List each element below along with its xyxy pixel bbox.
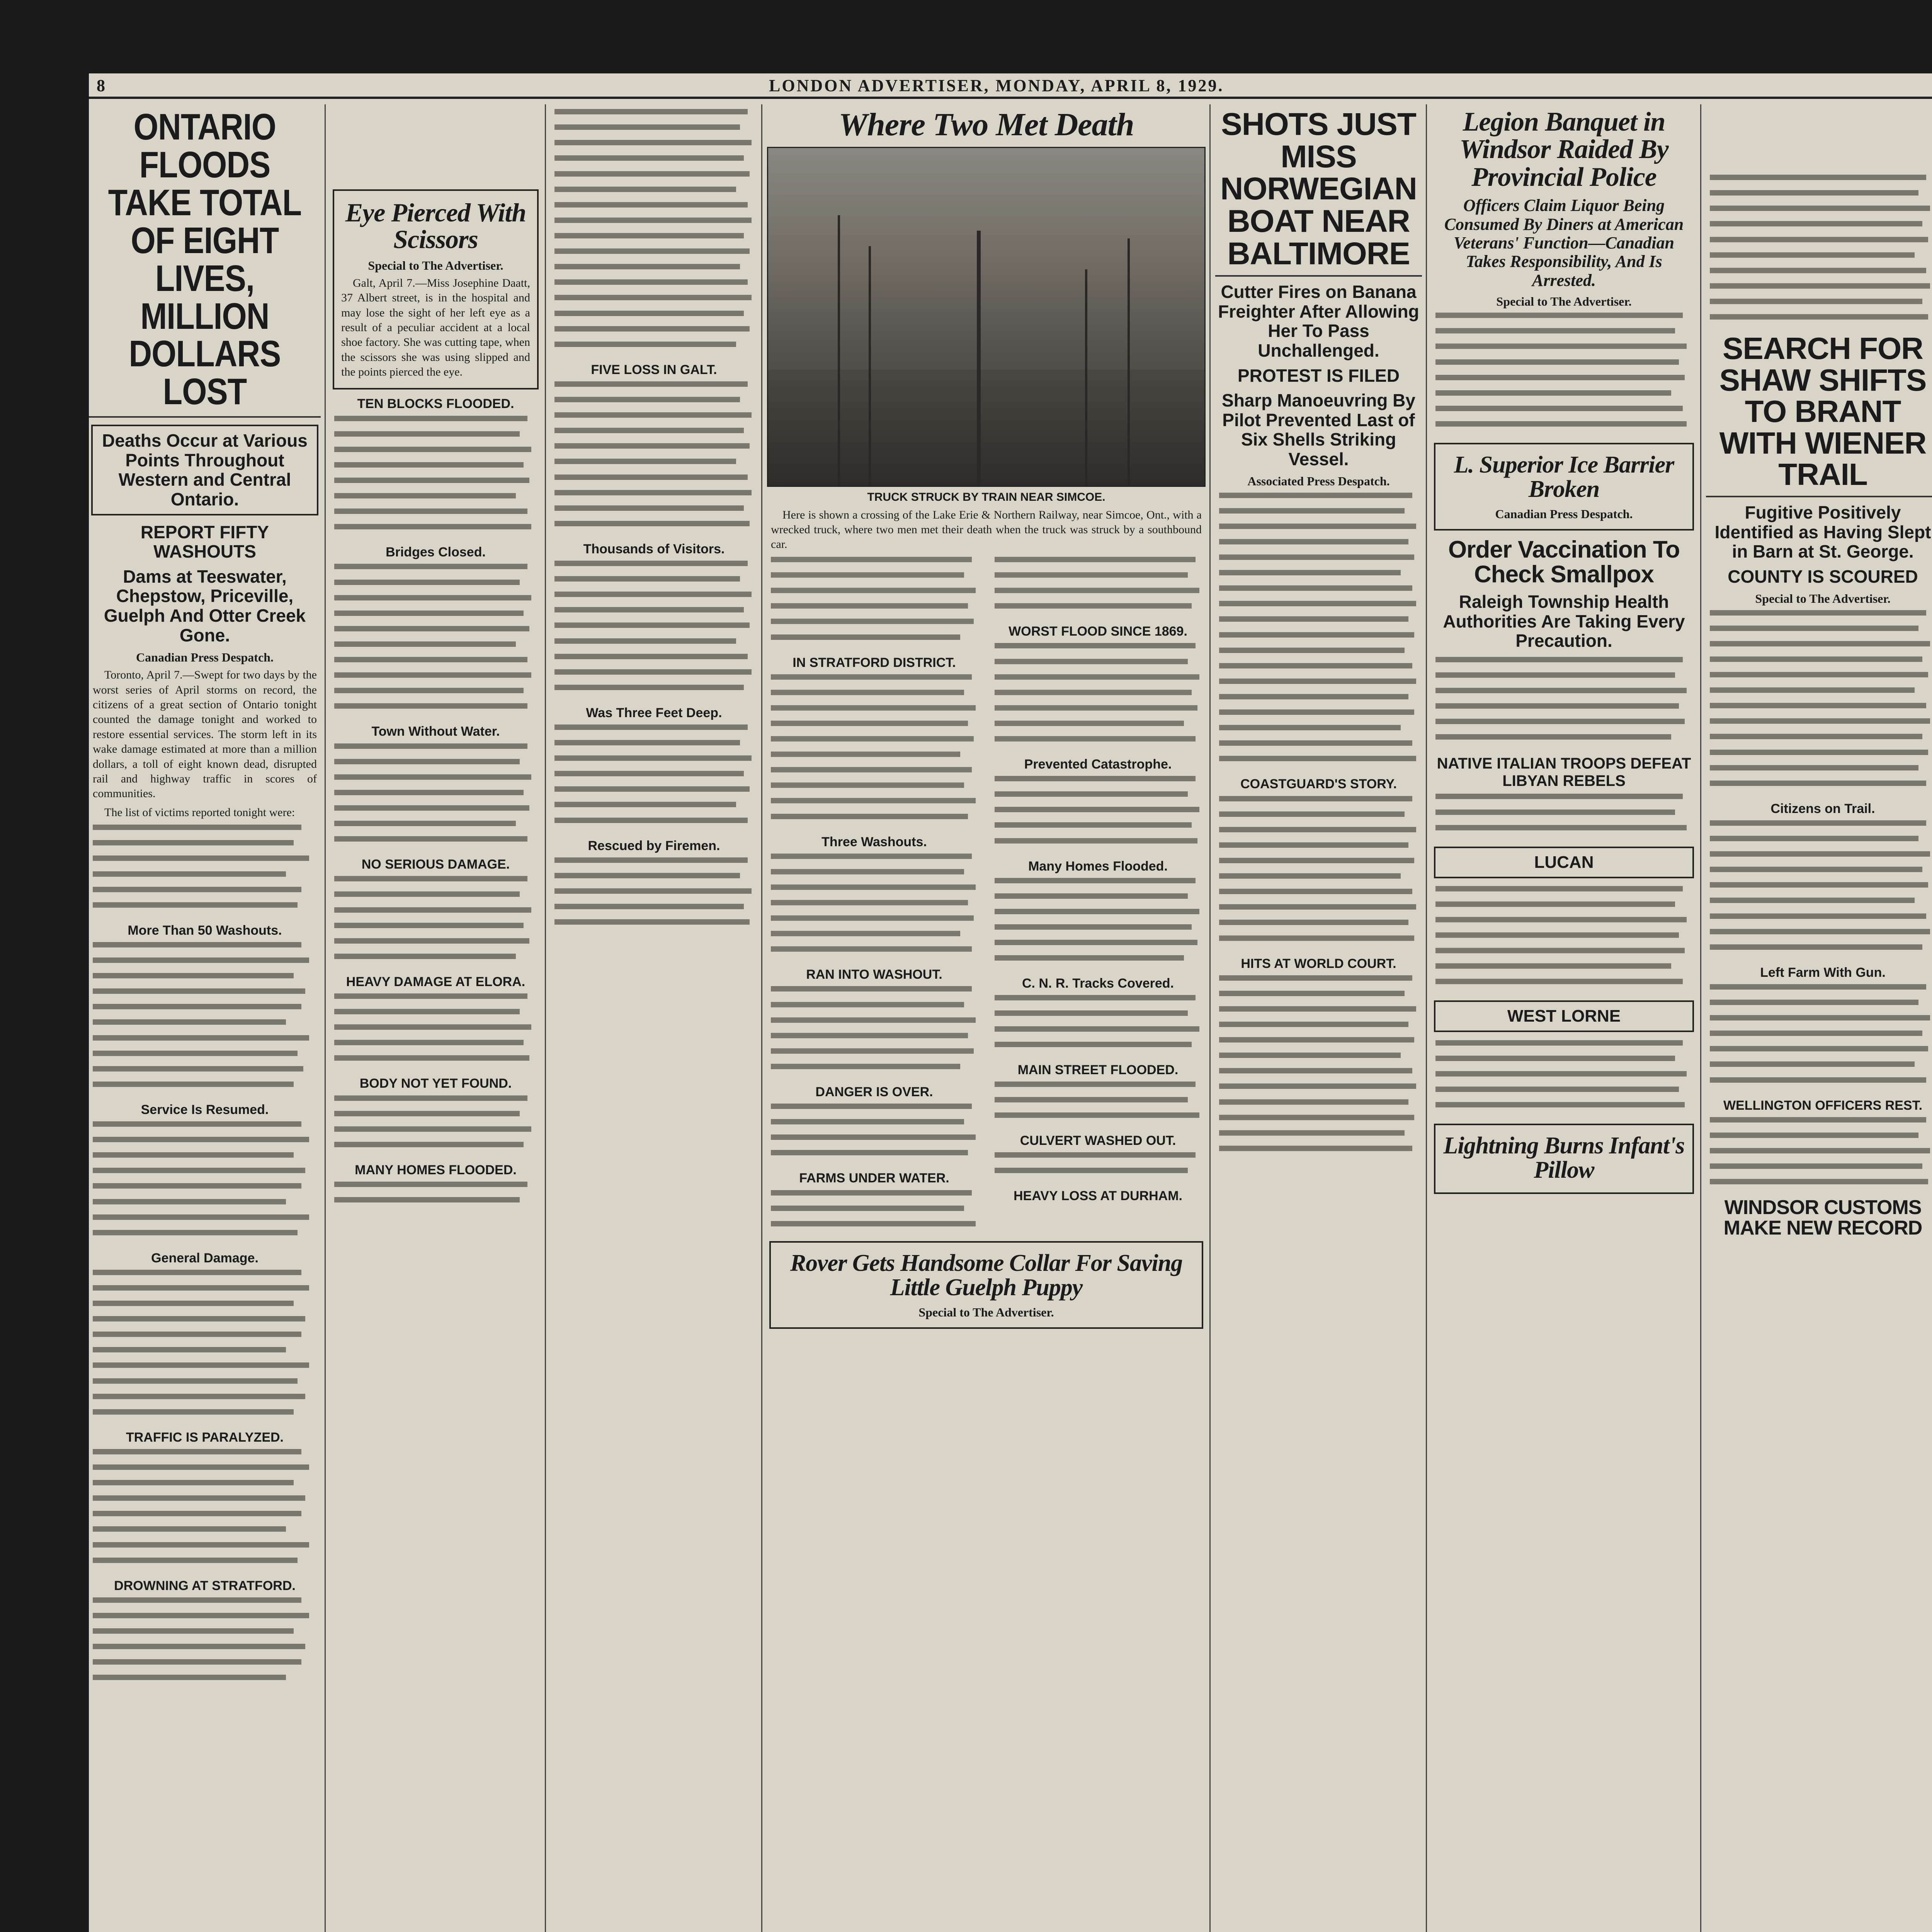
photo-caption: TRUCK STRUCK BY TRAIN NEAR SIMCOE. [867, 490, 1105, 503]
article-text-placeholder [1435, 885, 1692, 994]
vaccination-headline: Order Vaccination To Check Smallpox [1448, 536, 1680, 588]
eye-headline: Eye Pierced With Scissors [345, 198, 526, 254]
section-bridges-closed: Bridges Closed. [386, 545, 486, 560]
section-ran-into-washout: RAN INTO WASHOUT. [806, 967, 942, 982]
article-text-placeholder [554, 108, 753, 356]
article-text-placeholder [554, 724, 753, 832]
floods-section-traffic: TRAFFIC IS PARALYZED. [126, 1430, 284, 1445]
floods-section-general: General Damage. [151, 1250, 259, 1265]
article-text-placeholder [995, 642, 1201, 751]
section-ten-blocks: TEN BLOCKS FLOODED. [357, 396, 514, 412]
article-text-placeholder [995, 994, 1201, 1056]
eye-text: Galt, April 7.—Miss Josephine Daatt, 37 Albert street, is in the hospital and may lose the sight of her left eye as a result of a peculiar accident at a local shoe factory. She was cutting tape, when the scissors she was using slipped and the points pierced the eye. [341, 276, 530, 379]
section-world-court: HITS AT WORLD COURT. [1241, 956, 1396, 971]
article-text-placeholder [334, 415, 537, 539]
shaw-byline: Special to The Advertiser. [1755, 592, 1891, 606]
article-text-placeholder [93, 941, 317, 1096]
article-text-placeholder [1710, 609, 1932, 795]
page-number: 8 [97, 76, 107, 95]
article-text-placeholder [1710, 1116, 1932, 1194]
column-rule [1209, 104, 1211, 1932]
column-baltimore [1215, 104, 1422, 1932]
lucan-head: LUCAN [1534, 852, 1594, 872]
article-text-placeholder [771, 853, 978, 961]
shaw-deck-2: COUNTY IS SCOURED [1728, 566, 1918, 587]
article-text-placeholder [995, 775, 1201, 853]
column-where-two-met-death [767, 104, 1206, 1932]
article-text-placeholder [334, 993, 537, 1070]
column-rule [325, 104, 326, 1932]
section-prevented-catastrophe: Prevented Catastrophe. [1024, 757, 1172, 772]
section-stratford-district: IN STRATFORD DISTRICT. [793, 655, 956, 670]
column-rule [1700, 104, 1701, 1932]
section-three-washouts: Three Washouts. [821, 834, 927, 849]
baltimore-dateline: Associated Press Despatch. [1247, 474, 1390, 488]
superior-headline: L. Superior Ice Barrier Broken [1454, 452, 1674, 503]
article-text-placeholder [554, 857, 753, 934]
column-rule [1426, 104, 1427, 1932]
legion-headline: Legion Banquet in Windsor Raided By Provincial Police [1459, 107, 1668, 192]
section-farms-under-water: FARMS UNDER WATER. [799, 1171, 949, 1186]
section-main-street: MAIN STREET FLOODED. [1017, 1062, 1179, 1077]
section-cnr-tracks: C. N. R. Tracks Covered. [1022, 976, 1174, 991]
article-text-placeholder [995, 877, 1201, 970]
article-text-placeholder [93, 1448, 317, 1572]
article-text-placeholder [995, 556, 1201, 618]
article-text-placeholder [1219, 795, 1418, 950]
west-lorne-head: WEST LORNE [1507, 1007, 1621, 1026]
article-text-placeholder [771, 1103, 978, 1165]
article-text-placeholder [1435, 793, 1692, 839]
section-heavy-damage-elora: HEAVY DAMAGE AT ELORA. [346, 974, 526, 989]
floods-headline: ONTARIO FLOODS TAKE TOTAL OF EIGHT LIVES, MILLION DOLLARS LOST [108, 106, 302, 413]
section-five-loss-galt: FIVE LOSS IN GALT. [591, 362, 717, 377]
customs-headline: WINDSOR CUSTOMS MAKE NEW RECORD [1723, 1196, 1922, 1240]
article-text-placeholder [995, 1151, 1201, 1182]
article-text-placeholder [334, 1181, 537, 1212]
article-text-placeholder [1219, 492, 1418, 770]
legion-byline: Special to The Advertiser. [1496, 294, 1632, 309]
floods-lead: Toronto, April 7.—Swept for two days by the worst series of April storms on record, the citizens of a great section of Ontario tonight counted the damage tonight and worked to restore essential services. The storm left in its wake damage estimated at more than a million dollars, a toll of eight known dead, disrupted rail and highway traffic in scores of communities. [93, 668, 317, 800]
column-legion-banquet [1432, 104, 1696, 1932]
article-text-placeholder [334, 742, 537, 851]
article-text-placeholder [334, 1094, 537, 1156]
baltimore-deck-3: Sharp Manoeuvring By Pilot Prevented Last of Six Shells Striking Vessel. [1222, 390, 1415, 469]
rover-byline: Special to The Advertiser. [918, 1305, 1054, 1320]
article-text-placeholder [93, 1269, 317, 1424]
section-three-feet-deep: Was Three Feet Deep. [586, 705, 722, 720]
article-text-placeholder [771, 1189, 978, 1235]
column-floods [89, 104, 321, 1932]
section-coastguard-story: COASTGUARD'S STORY. [1240, 777, 1397, 792]
where-two-met-death-headline: Where Two Met Death [838, 107, 1134, 143]
section-town-without-water: Town Without Water. [371, 724, 500, 739]
article-text-placeholder [1435, 1039, 1692, 1117]
article-text-placeholder [1219, 975, 1418, 1160]
article-text-placeholder [93, 1121, 317, 1245]
floods-section-service: Service Is Resumed. [141, 1102, 269, 1117]
article-text-placeholder [771, 985, 978, 1078]
section-thousands-visitors: Thousands of Visitors. [583, 541, 725, 556]
truck-crossing-photo [767, 147, 1206, 487]
article-text-placeholder [93, 824, 317, 917]
column-galt [551, 104, 757, 1932]
masthead [89, 73, 1932, 99]
floods-deck-3: Dams at Teeswater, Chepstow, Priceville, Guelph And Otter Creek Gone. [104, 566, 306, 645]
section-rescued-firemen: Rescued by Firemen. [588, 838, 720, 853]
shaw-headline: SEARCH FOR SHAW SHIFTS TO BRANT WITH WIENER TRAIL [1719, 331, 1927, 492]
masthead-title: LONDON ADVERTISER, MONDAY, APRIL 8, 1929. [769, 76, 1224, 95]
section-culvert: CULVERT WASHED OUT. [1020, 1133, 1176, 1148]
section-citizens-on-trail: Citizens on Trail. [1770, 801, 1875, 816]
column-rule [761, 104, 762, 1932]
article-text-placeholder [1435, 656, 1692, 749]
floods-victims-intro: The list of victims reported tonight were: [104, 806, 295, 819]
floods-deck-1: Deaths Occur at Various Points Throughout Western and Central Ontario. [91, 425, 318, 515]
legion-deck: Officers Claim Liquor Being Consumed By Diners at American Veterans' Function—Canadian Takes Responsibility, And Is Arrested. [1444, 196, 1684, 290]
floods-section-washouts: More Than 50 Washouts. [128, 923, 282, 938]
section-worst-flood: WORST FLOOD SINCE 1869. [1009, 624, 1187, 639]
section-durham: HEAVY LOSS AT DURHAM. [1014, 1189, 1182, 1204]
floods-section-drowning: DROWNING AT STRATFORD. [114, 1578, 296, 1593]
floods-dateline: Canadian Press Despatch. [136, 650, 274, 665]
article-text-placeholder [1710, 174, 1932, 329]
vaccination-deck: Raleigh Township Health Authorities Are Taking Every Precaution. [1443, 591, 1685, 651]
section-many-homes: Many Homes Flooded. [1028, 859, 1168, 874]
article-text-placeholder [995, 1081, 1201, 1127]
article-text-placeholder [771, 556, 978, 649]
superior-byline: Canadian Press Despatch. [1495, 507, 1633, 521]
article-text-placeholder [1710, 820, 1932, 959]
floods-deck-2: REPORT FIFTY WASHOUTS [140, 522, 269, 562]
section-no-serious-damage: NO SERIOUS DAMAGE. [361, 857, 510, 872]
eye-byline: Special to The Advertiser. [368, 258, 503, 272]
newspaper-page [89, 73, 1932, 1932]
lightning-headline: Lightning Burns Infant's Pillow [1443, 1133, 1685, 1184]
rover-headline: Rover Gets Handsome Collar For Saving Little Guelph Puppy [790, 1250, 1183, 1301]
article-text-placeholder [554, 560, 753, 699]
column-eye-pierced [330, 104, 541, 1932]
shaw-deck-1: Fugitive Positively Identified as Having Slept in Barn at St. George. [1714, 502, 1931, 562]
article-text-placeholder [554, 381, 753, 536]
article-text-placeholder [334, 563, 537, 718]
column-rule [545, 104, 546, 1932]
article-text-placeholder [771, 673, 978, 828]
italian-troops-headline: NATIVE ITALIAN TROOPS DEFEAT LIBYAN REBELS [1437, 755, 1691, 790]
baltimore-deck-1: Cutter Fires on Banana Freighter After Allowing Her To Pass Unchallenged. [1218, 282, 1419, 361]
column-search-for-shaw [1706, 104, 1932, 1932]
article-text-placeholder [93, 1597, 317, 1690]
section-wellington-officers: WELLINGTON OFFICERS REST. [1723, 1098, 1923, 1113]
article-text-placeholder [334, 875, 537, 968]
section-left-farm: Left Farm With Gun. [1760, 965, 1886, 980]
article-text-placeholder [1710, 983, 1932, 1092]
baltimore-deck-2: PROTEST IS FILED [1237, 365, 1400, 386]
section-body-not-found: BODY NOT YET FOUND. [359, 1076, 512, 1091]
section-danger-over: DANGER IS OVER. [815, 1085, 933, 1100]
photo-cutline: Here is shown a crossing of the Lake Erie & Northern Railway, near Simcoe, Ont., with a wrecked truck, where two men met their death when the truck was struck by a southbound car. [771, 508, 1202, 551]
section-many-homes-flooded: MANY HOMES FLOODED. [355, 1162, 517, 1177]
baltimore-headline: SHOTS JUST MISS NORWEGIAN BOAT NEAR BALTIMORE [1220, 107, 1417, 271]
article-text-placeholder [1435, 312, 1692, 436]
